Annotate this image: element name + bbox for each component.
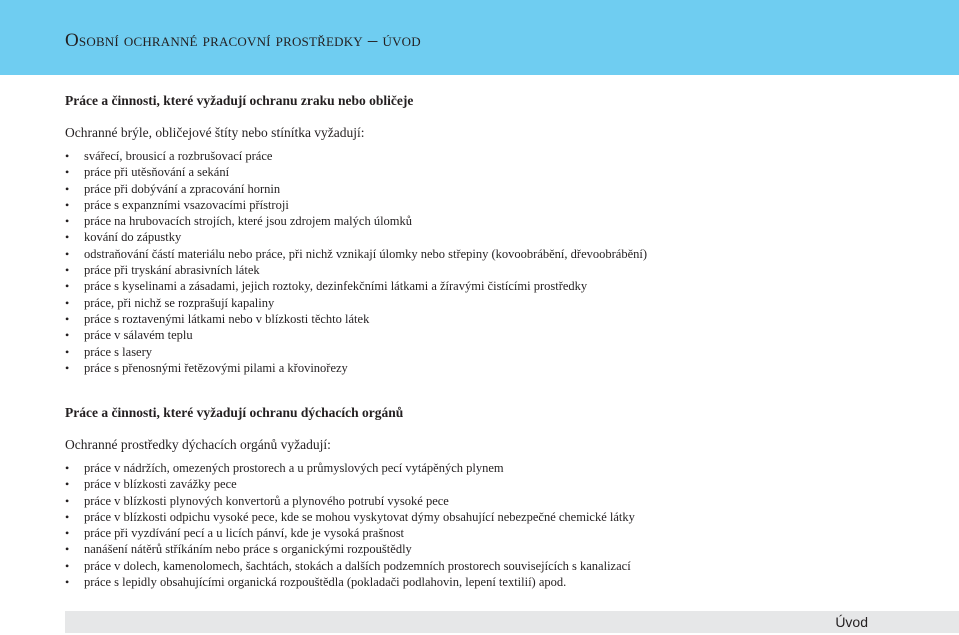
page-title: Osobní ochranné pracovní prostředky – úvod xyxy=(65,30,421,51)
list-item-text: práce při vyzdívání pecí a u licích pánví, kde je vysoká prašnost xyxy=(84,526,405,541)
bullet-icon: • xyxy=(65,328,70,343)
list-item-text: práce s lepidly obsahujícími organická rozpouštědla (pokladači podlahovin, lepení textilií) apod. xyxy=(84,575,567,590)
list-item-text: práce v dolech, kamenolomech, šachtách, stokách a dalších podzemních prostorech souvisejících s kanalizací xyxy=(84,558,631,573)
section-intro-respiratory-protection: Ochranné prostředky dýchacích orgánů vyžadují: xyxy=(65,437,331,452)
list-item xyxy=(65,229,647,245)
bullet-icon: • xyxy=(65,181,70,196)
bullet-icon: • xyxy=(65,575,70,590)
list-item xyxy=(65,246,647,262)
list-item xyxy=(65,213,647,229)
bullet-icon: • xyxy=(65,311,70,326)
list-item-text: práce s lasery xyxy=(84,344,153,359)
bullet-icon: • xyxy=(65,509,70,524)
list-item xyxy=(65,327,647,343)
footer-band xyxy=(65,611,959,633)
list-item-text: práce v nádržích, omezených prostorech a u průmyslových pecí vytápěných plynem xyxy=(84,461,504,475)
list-item xyxy=(65,574,635,590)
bullet-icon: • xyxy=(65,295,70,310)
list-item xyxy=(65,460,635,476)
bullet-icon: • xyxy=(65,461,70,475)
list-item-text: práce na hrubovacích strojích, které jsou zdrojem malých úlomků xyxy=(84,214,413,229)
list-item xyxy=(65,181,647,197)
list-item-text: práce, při nichž se rozprašují kapaliny xyxy=(84,295,275,310)
list-item xyxy=(65,360,647,376)
list-item xyxy=(65,344,647,360)
bullet-icon: • xyxy=(65,197,70,212)
list-item xyxy=(65,295,647,311)
list-item xyxy=(65,541,635,557)
list-item-text: práce s kyselinami a zásadami, jejich roztoky, dezinfekčními látkami a žíravými čistícími prostředky xyxy=(84,279,588,294)
bullet-icon: • xyxy=(65,279,70,294)
bullet-icon: • xyxy=(65,493,70,508)
list-item-text: nanášení nátěrů stříkáním nebo práce s organickými rozpouštědly xyxy=(84,542,412,557)
list-item xyxy=(65,262,647,278)
list-item-text: práce při utěsňování a sekání xyxy=(84,165,230,180)
list-item-text: práce v blízkosti zavážky pece xyxy=(84,477,237,492)
bullet-icon: • xyxy=(65,526,70,541)
bullet-icon: • xyxy=(65,246,70,261)
bullet-icon: • xyxy=(65,477,70,492)
bullet-icon: • xyxy=(65,542,70,557)
list-item-text: práce v blízkosti odpichu vysoké pece, kde se mohou vyskytovat dýmy obsahující nebezpečné chemické látky xyxy=(84,509,635,524)
list-item-text: svářecí, brousicí a rozbrušovací práce xyxy=(84,149,273,163)
list-item-text: práce s přenosnými řetězovými pilami a křovinořezy xyxy=(84,360,348,375)
list-item-text: práce v sálavém teplu xyxy=(84,328,193,343)
list-item xyxy=(65,164,647,180)
footer-section-label: Úvod xyxy=(835,614,868,630)
list-item xyxy=(65,476,635,492)
bullet-icon: • xyxy=(65,165,70,180)
list-item xyxy=(65,197,647,213)
bullet-icon: • xyxy=(65,344,70,359)
list-item xyxy=(65,558,635,574)
bullet-icon: • xyxy=(65,360,70,375)
list-item xyxy=(65,148,647,164)
list-item-text: práce při dobývání a zpracování hornin xyxy=(84,181,281,196)
list-item-text: kování do zápustky xyxy=(84,230,182,245)
list-item-text: práce s roztavenými látkami nebo v blízkosti těchto látek xyxy=(84,311,370,326)
list-item xyxy=(65,278,647,294)
eye-protection-list xyxy=(65,148,647,376)
list-item xyxy=(65,509,635,525)
list-item xyxy=(65,525,635,541)
bullet-icon: • xyxy=(65,214,70,229)
bullet-icon: • xyxy=(65,558,70,573)
bullet-icon: • xyxy=(65,263,70,278)
list-item-text: práce s expanzními vsazovacími přístroji xyxy=(84,197,289,212)
bullet-icon: • xyxy=(65,149,70,163)
respiratory-protection-list xyxy=(65,460,635,590)
section-intro-eye-protection: Ochranné brýle, obličejové štíty nebo stínítka vyžadují: xyxy=(65,125,365,140)
list-item xyxy=(65,311,647,327)
section-heading-eye-protection: Práce a činnosti, které vyžadují ochranu zraku nebo obličeje xyxy=(65,93,414,108)
list-item-text: odstraňování částí materiálu nebo práce, při nichž vznikají úlomky nebo střepiny (kovoobrábění, dřevoobrábění) xyxy=(84,246,648,261)
list-item-text: práce při tryskání abrasivních látek xyxy=(84,263,260,278)
list-item xyxy=(65,493,635,509)
list-item-text: práce v blízkosti plynových konvertorů a plynového potrubí vysoké pece xyxy=(84,493,449,508)
section-heading-respiratory-protection: Práce a činnosti, které vyžadují ochranu dýchacích orgánů xyxy=(65,405,404,420)
bullet-icon: • xyxy=(65,230,70,245)
